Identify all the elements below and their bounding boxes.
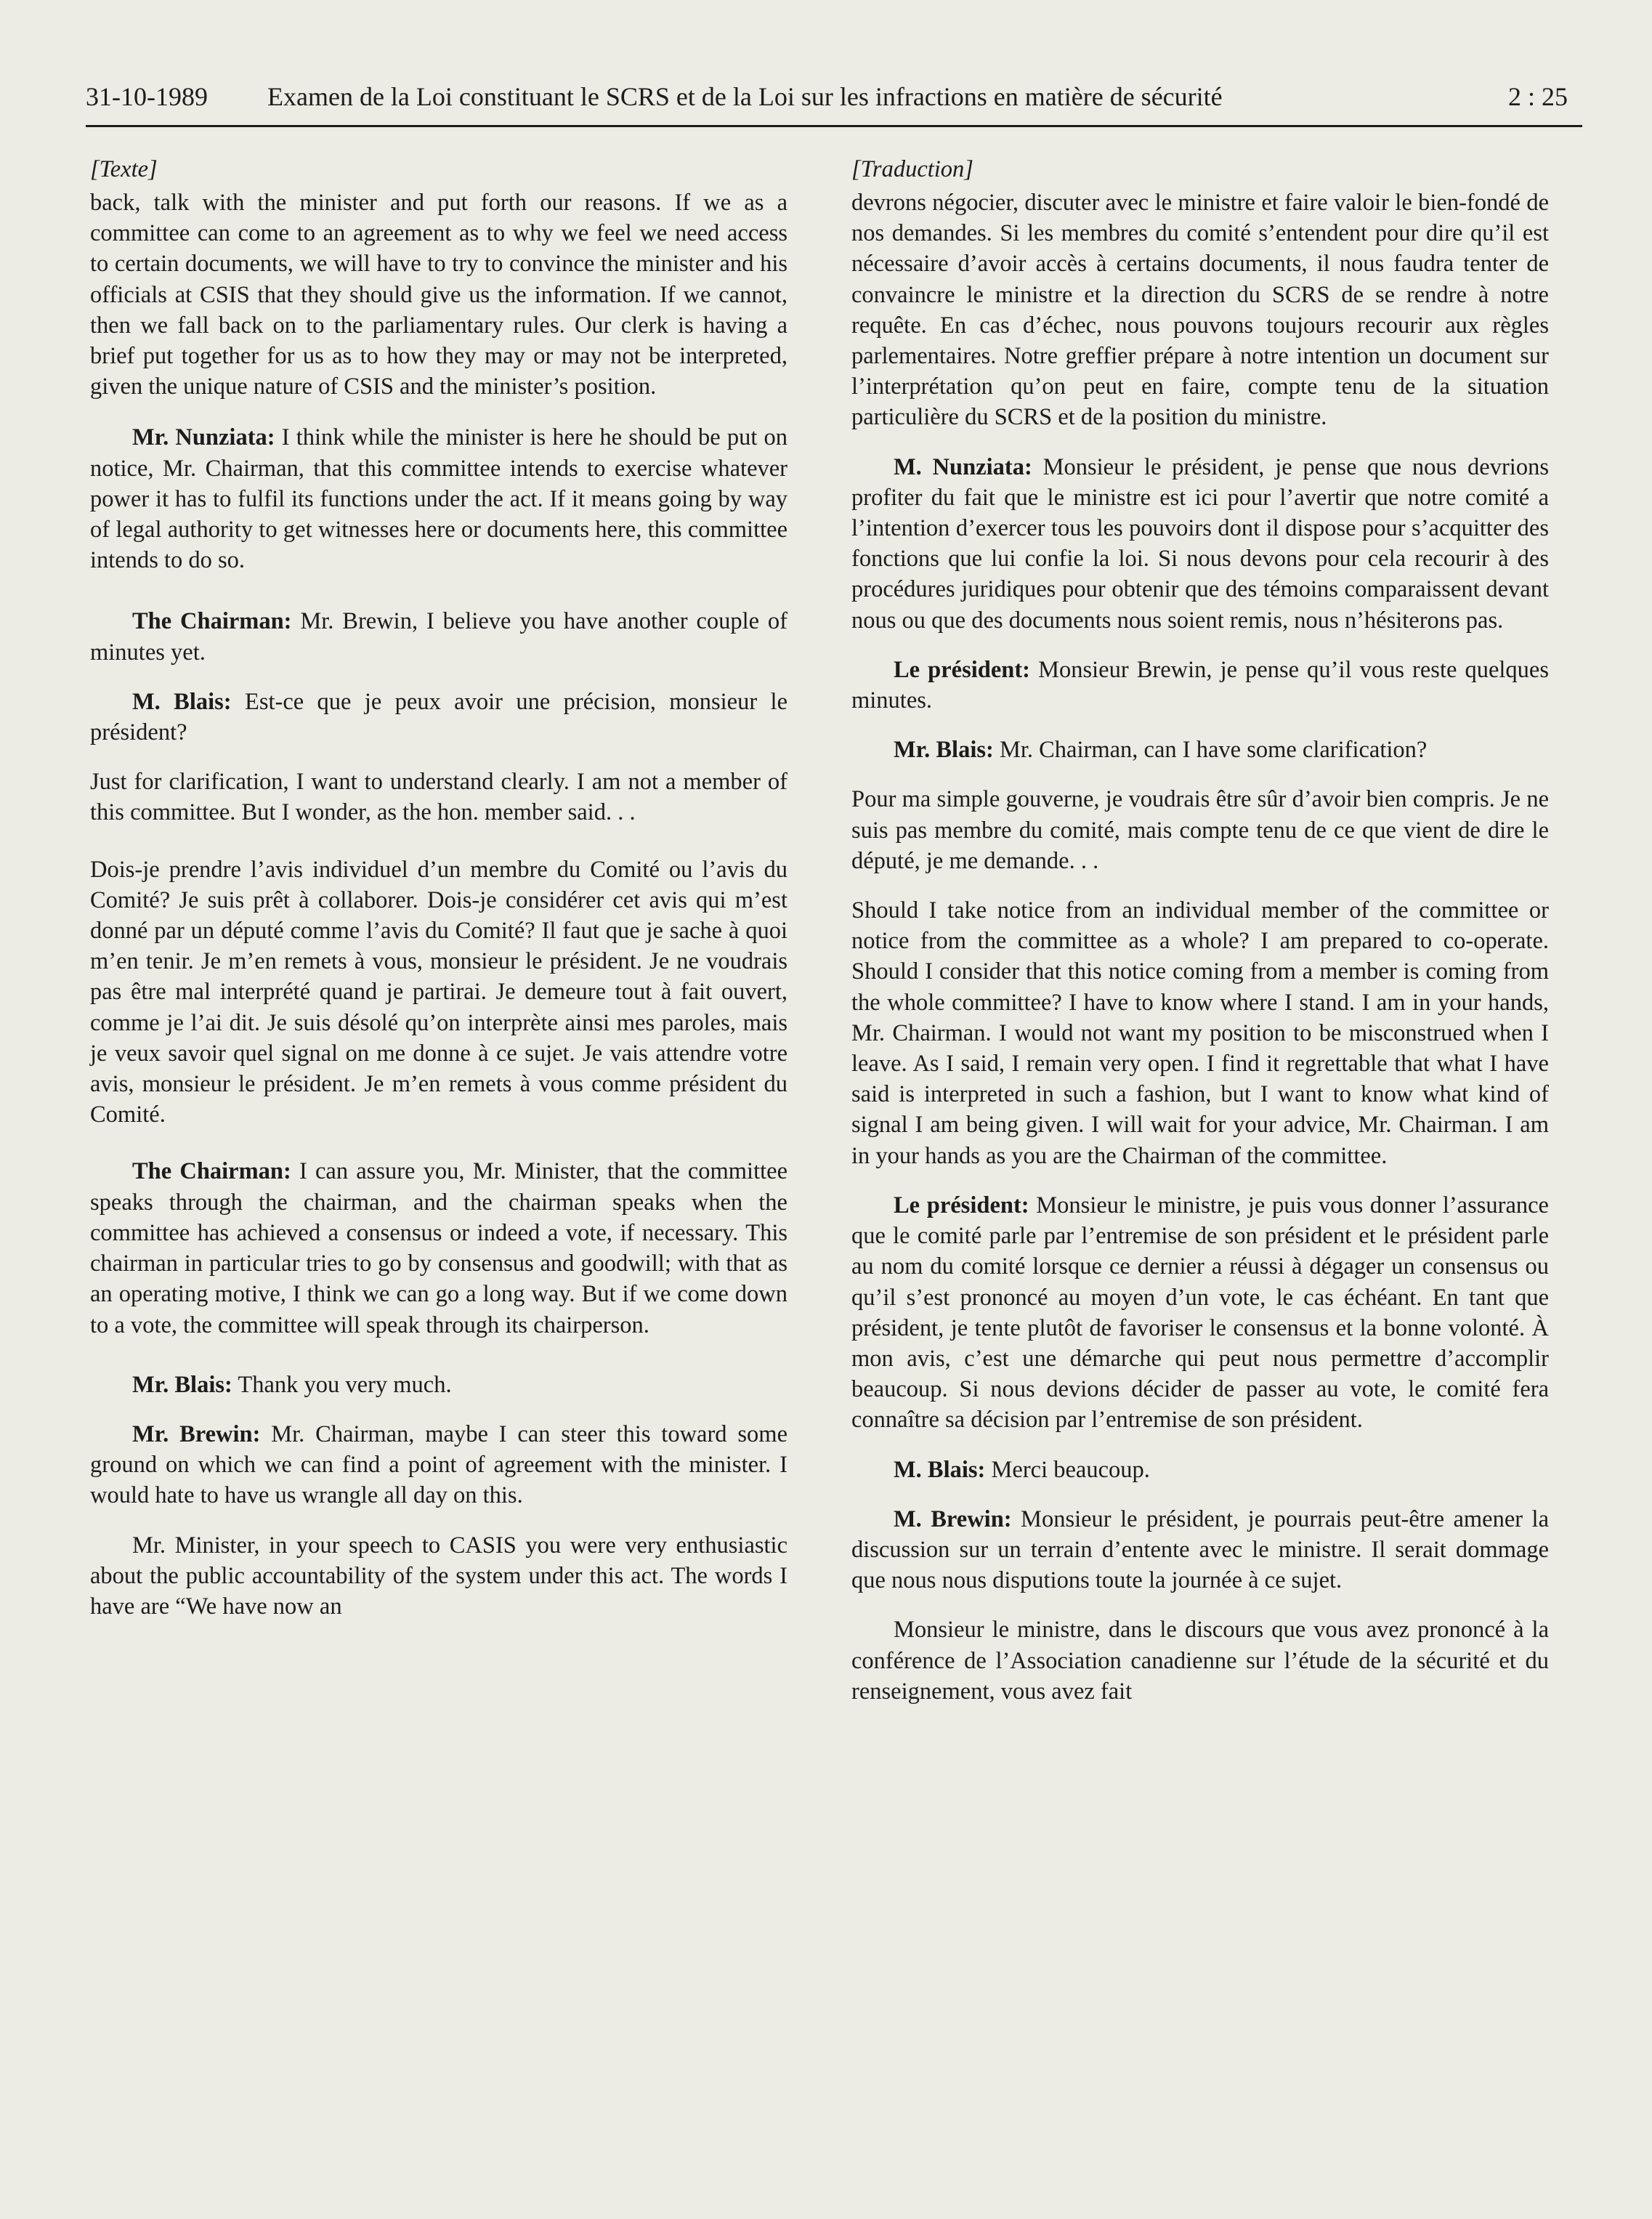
paragraph [90,422,787,575]
speaker-name: M. Nunziata: [894,453,1032,480]
paragraph: Dois-je prendre l’avis individuel d’un membre du Comité ou l’avis du Comité? Je suis prêt à collaborer. Dois-je considérer cet avis qui m’est donné par un député comme l’avis du Comité? Il faut que je sache à quoi m’en tenir. Je m’en remets à vous, monsieur le président. Je ne voudrais pas être mal interprété quand je partirai. Je demeure tout à fait ouvert, comme je l’ai dit. Je suis désolé qu’on interprète ainsi mes paroles, mais je veux savoir quel signal on me donne à ce sujet. Je vais attendre votre avis, monsieur le président. Je m’en remets à vous comme président du Comité. [90,856,787,1128]
header-date: 31-10-1989 [86,82,208,111]
speech-text: Mr. Brewin, I believe you have another couple of minutes yet. [90,608,788,666]
speech-text: Thank you very much. [232,1371,452,1398]
paragraph: devrons négocier, discuter avec le ministre et faire valoir le bien-fondé de nos demandes. Si les membres du comité s’entendent pour dire qu’il est nécessaire d’avoir accès à certains documents, il nous faudra tenter de convaincre le ministre et la direction du SCRS de se rendre à notre requête. En cas d’échec, nous pouvons toujours recourir aux règles parlementaires. Notre greffier prépare à notre intention un document sur l’interprétation qu’on peut en faire, compte tenu de la situation particulière du SCRS et de la position du ministre. [851,190,1549,431]
speech-text: Monsieur le président, je pourrais peut-être amener la discussion sur un terrain d’entente avec le ministre. Il serait dommage que nous nous disputions toute la journée à ce sujet. [851,1505,1550,1594]
running-header [86,81,1582,127]
speech-text: Monsieur Brewin, je pense qu’il vous reste quelques minutes. [851,656,1549,714]
speaker-name: Mr. Nunziata: [132,424,275,451]
paragraph: Should I take notice from an individual member of the committee or notice from the committee as a whole? I am prepared to co-operate. Should I consider that this notice coming from a member is coming from the whole committee? I have to know where I stand. I am in your hands, Mr. Chairman. I would not want my position to be misconstrued when I leave. As I said, I remain very open. I find it regrettable that what I have said is interpreted in such a fashion, but I want to know what kind of signal I am being given. I will wait for your advice, Mr. Chairman. I am in your hands as you are the Chairman of the committee. [851,897,1549,1169]
french-column [851,154,1549,1726]
speech-text: Est-ce que je peux avoir une précision, monsieur le président? [90,688,787,746]
paragraph [851,1504,1549,1596]
page-number: 2 : 25 [1507,82,1568,111]
english-column [90,154,787,1641]
paragraph [851,1455,1549,1485]
speaker-name: M. Brewin: [894,1505,1012,1532]
speaker-name: The Chairman: [132,1158,291,1185]
paragraph [90,1419,787,1511]
speaker-name: M. Blais: [894,1456,986,1483]
paragraph: Mr. Minister, in your speech to CASIS you were very enthusiastic about the public accountability of the system under this act. The words I have are “We have now an [90,1532,787,1620]
speech-text: Mr. Chairman, maybe I can steer this toward some ground on which we can find a point of agreement with the minister. I would hate to have us wrangle all day on this. [90,1420,787,1509]
speech-text: Mr. Chairman, can I have some clarification? [993,737,1428,764]
speaker-name: The Chairman: [132,608,292,635]
paragraph [90,687,787,748]
speaker-name: Mr. Blais: [132,1371,232,1398]
speaker-name: Le président: [894,1192,1029,1218]
paragraph [851,452,1549,636]
paragraph: back, talk with the minister and put forth our reasons. If we as a committee can come to an agreement as to why we feel we need access to certain documents, we will have to try to convince the minister and his officials at CSIS that they should give us the information. If we cannot, then we fall back on to the parliamentary rules. Our clerk is having a brief put together for us as to how they may or may not be interpreted, given the unique nature of CSIS and the minister’s position. [90,190,787,400]
paragraph: Just for clarification, I want to understand clearly. I am not a member of this committee. But I wonder, as the hon. member said. . . [90,769,787,826]
speech-text: Monsieur le ministre, je puis vous donner l’assurance que le comité parle par l’entremise de son président et le président parle au nom du comité lorsque ce dernier a réussi à dégager un consensus ou qu’il s’est prononcé au moyen d’un vote, le cas échéant. En tant que président, je tente plutôt de favoriser le consensus et la bonne volonté. À mon avis, c’est une démarche qui peut nous permettre d’accomplir beaucoup. Si nous devions décider de passer au vote, le comité fera connaître sa décision par l’entremise de son président. [851,1192,1549,1434]
speaker-name: Le président: [894,656,1030,683]
speech-text: I think while the minister is here he should be put on notice, Mr. Chairman, that this committee intends to exercise whatever power it has to fulfil its functions under the act. If it means going by way of legal authority to get witnesses here or documents here, this committee intends to do so. [90,424,787,574]
paragraph [851,735,1549,765]
paragraph: Monsieur le ministre, dans le discours que vous avez prononcé à la conférence de l’Association canadienne sur l’étude de la sécurité et du renseignement, vous avez fait [851,1617,1549,1705]
speech-text: Merci beaucoup. [985,1456,1150,1483]
speech-text: I can assure you, Mr. Minister, that the committee speaks through the chairman, and the chairman speaks when the committee has achieved a consensus or indeed a vote, if necessary. This chairman in particular tries to go by consensus and goodwill; with that as an operating motive, I think we can go a long way. But if we come down to a vote, the committee will speak through its chairperson. [90,1158,787,1338]
section-label-texte: [Texte] [90,156,158,182]
paragraph [851,655,1549,716]
header-title: Examen de la Loi constituant le SCRS et de la Loi sur les infractions en matière de sécurité [267,82,1223,111]
paragraph [90,1370,787,1400]
speaker-name: Mr. Blais: [894,737,994,764]
speech-text: Monsieur le président, je pense que nous devrions profiter du fait que le ministre est ici pour l’avertir que notre comité a l’intention d’exercer tous les pouvoirs dont il dispose pour s’acquitter des fonctions que lui confie la loi. Si nous devons pour cela recourir à des procédures juridiques pour obtenir que des témoins comparaissent devant nous ou que des documents nous soient remis, nous n’hésiterons pas. [851,453,1549,634]
paragraph: Pour ma simple gouverne, je voudrais être sûr d’avoir bien compris. Je ne suis pas membre du comité, mais compte tenu de ce que vient de dire le député, je me demande. . . [851,786,1549,874]
section-label-traduction: [Traduction] [851,156,973,182]
speaker-name: Mr. Brewin: [132,1420,261,1447]
speaker-name: M. Blais: [132,688,232,715]
paragraph [851,1190,1549,1436]
paragraph [90,1156,787,1340]
paragraph [90,606,787,667]
